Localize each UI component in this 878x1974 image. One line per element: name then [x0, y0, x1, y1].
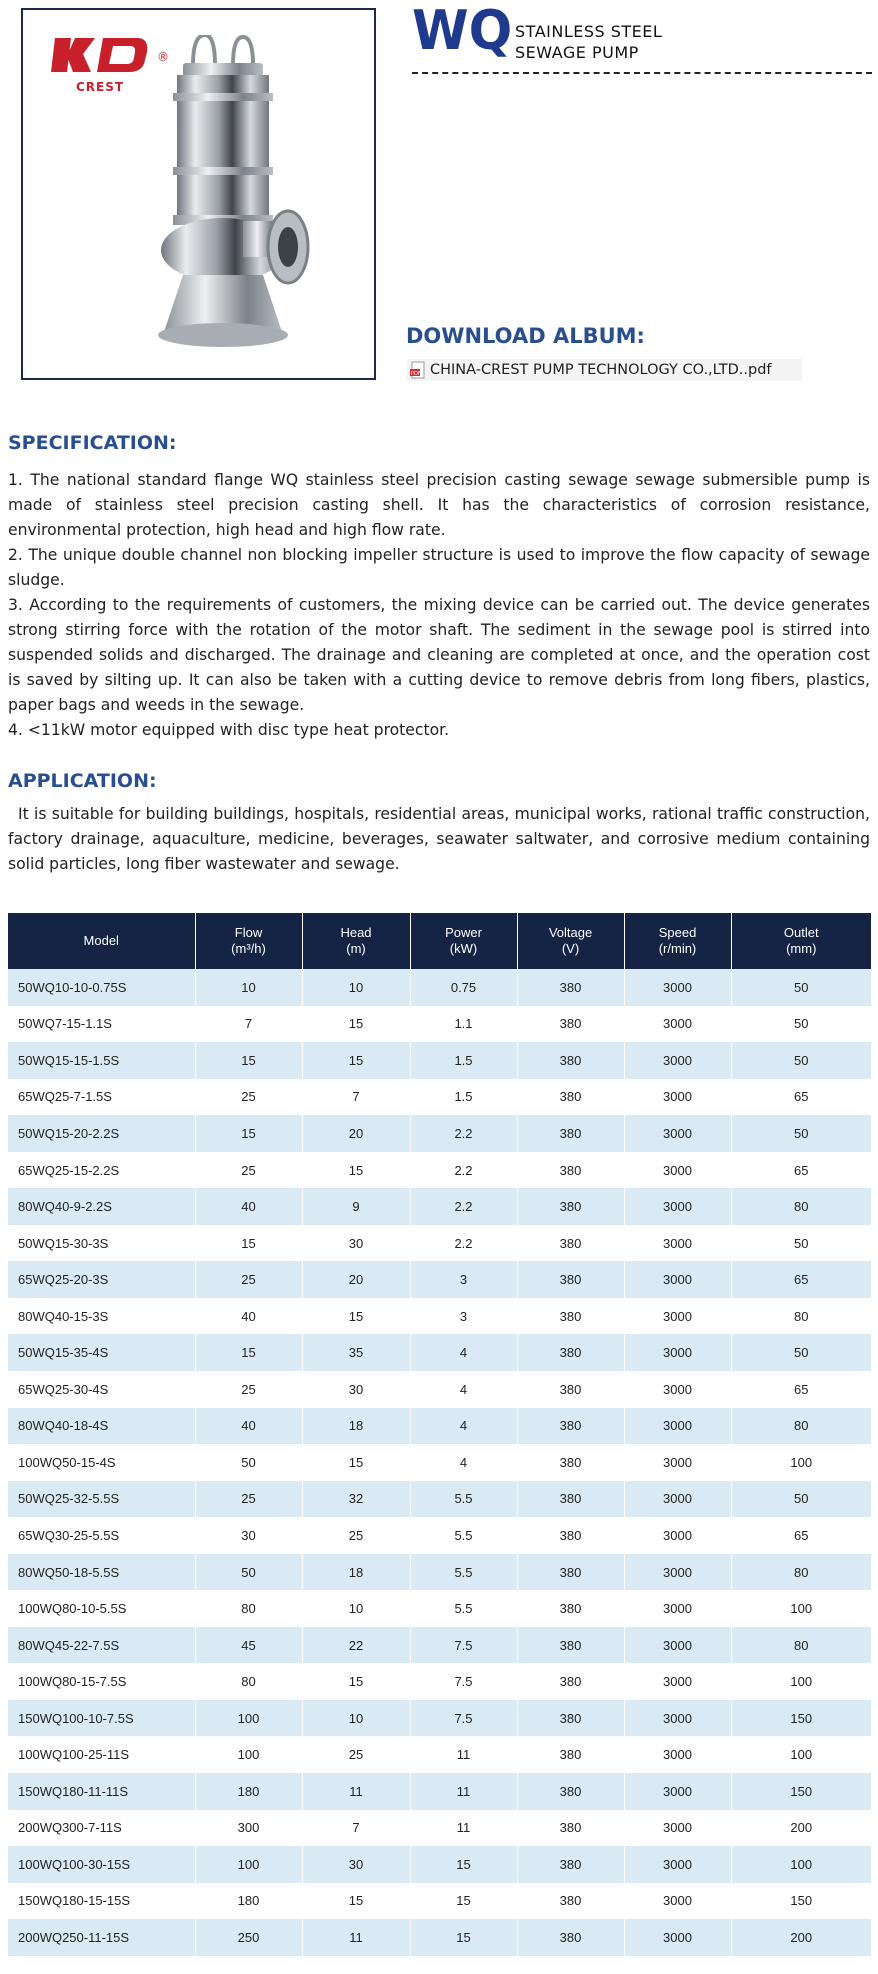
table-header-row: [8, 913, 871, 969]
table-cell-model: 80WQ40-18-4S: [8, 1408, 195, 1445]
table-cell-flow: 250: [195, 1919, 302, 1956]
table-cell-outlet: 65: [731, 1079, 871, 1116]
table-cell-speed: 3000: [624, 1225, 731, 1262]
table-cell-power: 11: [410, 1773, 517, 1810]
table-cell-outlet: 80: [731, 1408, 871, 1445]
table-cell-speed: 3000: [624, 1481, 731, 1518]
table-cell-power: 5.5: [410, 1590, 517, 1627]
logo-text: CREST: [75, 80, 125, 94]
table-row: [8, 1590, 871, 1627]
table-cell-outlet: 150: [731, 1773, 871, 1810]
table-cell-speed: 3000: [624, 1919, 731, 1956]
table-cell-head: 35: [302, 1334, 410, 1371]
table-cell-speed: 3000: [624, 1115, 731, 1152]
table-cell-speed: 3000: [624, 1079, 731, 1116]
table-cell-voltage: 380: [517, 1115, 624, 1152]
table-cell-voltage: 380: [517, 1590, 624, 1627]
crest-logo: [45, 32, 169, 112]
table-cell-outlet: 65: [731, 1261, 871, 1298]
table-cell-head: 11: [302, 1773, 410, 1810]
table-row: [8, 1371, 871, 1408]
column-header-outlet: [731, 913, 871, 969]
table-cell-head: 11: [302, 1919, 410, 1956]
pdf-file-icon: [409, 361, 427, 379]
column-header-flow: [195, 913, 302, 969]
table-cell-power: 1.5: [410, 1042, 517, 1079]
table-cell-flow: 25: [195, 1079, 302, 1116]
product-subtitle-line2: SEWAGE PUMP: [515, 43, 639, 62]
table-cell-power: 1.5: [410, 1079, 517, 1116]
table-cell-model: 100WQ80-15-7.5S: [8, 1663, 195, 1700]
table-cell-model: 80WQ45-22-7.5S: [8, 1627, 195, 1664]
table-cell-power: 4: [410, 1334, 517, 1371]
table-cell-head: 20: [302, 1115, 410, 1152]
table-cell-voltage: 380: [517, 1663, 624, 1700]
table-cell-speed: 3000: [624, 1554, 731, 1591]
table-cell-head: 15: [302, 1298, 410, 1335]
column-header-unit: (mm): [786, 941, 817, 956]
table-cell-head: 15: [302, 1663, 410, 1700]
table-cell-power: 5.5: [410, 1517, 517, 1554]
table-cell-flow: 45: [195, 1627, 302, 1664]
table-cell-outlet: 50: [731, 1481, 871, 1518]
registered-mark: ®: [157, 50, 169, 64]
table-cell-outlet: 50: [731, 1225, 871, 1262]
application-paragraph: It is suitable for building buildings, hospitals, residential areas, municipal works, rational traffic construction, factory drainage, aquaculture, medicine, beverages, seawater saltwater, and corrosive medium containing solid particles, long fiber wastewater and sewage.: [8, 805, 870, 873]
table-cell-flow: 100: [195, 1846, 302, 1883]
table-cell-head: 30: [302, 1371, 410, 1408]
table-cell-model: 50WQ15-15-1.5S: [8, 1042, 195, 1079]
table-cell-power: 5.5: [410, 1554, 517, 1591]
table-cell-flow: 40: [195, 1188, 302, 1225]
table-cell-head: 18: [302, 1554, 410, 1591]
table-cell-model: 50WQ15-35-4S: [8, 1334, 195, 1371]
table-cell-speed: 3000: [624, 1371, 731, 1408]
spec-paragraph-3: 3. According to the requirements of customers, the mixing device can be carried out. The device generates strong stirring force with the rotation of the motor shaft. The sediment in the sewage pool is stirred into suspended solids and discharged. The drainage and cleaning are completed at once, and the operation cost is saved by silting up. It can also be taken with a cutting device to remove debris from long fibers, plastics, paper bags and weeds in the sewage.: [8, 596, 870, 714]
table-cell-flow: 180: [195, 1883, 302, 1920]
table-cell-outlet: 150: [731, 1700, 871, 1737]
table-cell-speed: 3000: [624, 1773, 731, 1810]
table-cell-model: 200WQ300-7-11S: [8, 1810, 195, 1847]
table-cell-flow: 15: [195, 1042, 302, 1079]
table-cell-flow: 25: [195, 1152, 302, 1189]
table-body: [8, 969, 871, 1956]
table-cell-flow: 15: [195, 1115, 302, 1152]
table-cell-model: 100WQ50-15-4S: [8, 1444, 195, 1481]
table-row: [8, 1408, 871, 1445]
column-header-model: [8, 913, 195, 969]
table-cell-voltage: 380: [517, 1919, 624, 1956]
table-cell-voltage: 380: [517, 1773, 624, 1810]
column-header-unit: (m): [346, 941, 366, 956]
table-row: [8, 1079, 871, 1116]
table-cell-flow: 40: [195, 1298, 302, 1335]
table-cell-outlet: 50: [731, 1334, 871, 1371]
table-cell-model: 50WQ10-10-0.75S: [8, 969, 195, 1006]
svg-text:PDF: PDF: [411, 371, 421, 377]
table-cell-flow: 300: [195, 1810, 302, 1847]
table-cell-voltage: 380: [517, 1554, 624, 1591]
table-row: [8, 1773, 871, 1810]
table-cell-power: 11: [410, 1810, 517, 1847]
product-code-title: WQ: [412, 0, 513, 62]
table-cell-model: 100WQ80-10-5.5S: [8, 1590, 195, 1627]
table-cell-speed: 3000: [624, 1700, 731, 1737]
table-cell-head: 22: [302, 1627, 410, 1664]
table-cell-flow: 30: [195, 1517, 302, 1554]
table-cell-speed: 3000: [624, 1846, 731, 1883]
table-cell-speed: 3000: [624, 1261, 731, 1298]
table-row: [8, 1554, 871, 1591]
table-row: [8, 1517, 871, 1554]
table-cell-flow: 180: [195, 1773, 302, 1810]
table-cell-voltage: 380: [517, 1298, 624, 1335]
table-cell-voltage: 380: [517, 969, 624, 1006]
table-cell-voltage: 380: [517, 1042, 624, 1079]
table-cell-voltage: 380: [517, 1627, 624, 1664]
table-cell-model: 150WQ180-11-11S: [8, 1773, 195, 1810]
table-cell-speed: 3000: [624, 1444, 731, 1481]
table-cell-head: 20: [302, 1261, 410, 1298]
column-header-label: Voltage: [548, 925, 593, 940]
table-cell-head: 25: [302, 1517, 410, 1554]
table-row: [8, 1663, 871, 1700]
table-cell-outlet: 80: [731, 1188, 871, 1225]
table-cell-head: 10: [302, 1590, 410, 1627]
table-cell-speed: 3000: [624, 1736, 731, 1773]
table-cell-head: 7: [302, 1810, 410, 1847]
table-cell-voltage: 380: [517, 1408, 624, 1445]
table-cell-voltage: 380: [517, 1261, 624, 1298]
table-cell-flow: 80: [195, 1663, 302, 1700]
spec-paragraph-1: 1. The national standard flange WQ stainless steel precision casting sewage sewage submersible pump is made of stainless steel precision casting shell. It has the characteristics of corrosion resistance, environmental protection, high head and high flow rate.: [8, 471, 870, 539]
table-cell-power: 11: [410, 1736, 517, 1773]
table-cell-head: 7: [302, 1079, 410, 1116]
table-cell-speed: 3000: [624, 1517, 731, 1554]
table-cell-outlet: 100: [731, 1590, 871, 1627]
table-cell-outlet: 100: [731, 1736, 871, 1773]
table-cell-flow: 7: [195, 1006, 302, 1043]
table-cell-power: 4: [410, 1444, 517, 1481]
table-cell-outlet: 65: [731, 1517, 871, 1554]
table-row: [8, 1481, 871, 1518]
table-cell-model: 150WQ100-10-7.5S: [8, 1700, 195, 1737]
table-cell-power: 3: [410, 1298, 517, 1335]
table-cell-outlet: 65: [731, 1152, 871, 1189]
column-header-label: Model: [83, 933, 119, 948]
table-cell-flow: 50: [195, 1554, 302, 1591]
table-cell-power: 7.5: [410, 1700, 517, 1737]
table-cell-power: 3: [410, 1261, 517, 1298]
table-cell-outlet: 80: [731, 1298, 871, 1335]
table-cell-speed: 3000: [624, 1663, 731, 1700]
table-cell-voltage: 380: [517, 1371, 624, 1408]
table-cell-power: 15: [410, 1919, 517, 1956]
table-cell-speed: 3000: [624, 1188, 731, 1225]
table-cell-model: 65WQ30-25-5.5S: [8, 1517, 195, 1554]
table-cell-head: 30: [302, 1225, 410, 1262]
table-cell-outlet: 80: [731, 1627, 871, 1664]
table-cell-model: 50WQ15-20-2.2S: [8, 1115, 195, 1152]
table-cell-outlet: 50: [731, 1115, 871, 1152]
table-row: [8, 1846, 871, 1883]
table-cell-voltage: 380: [517, 1188, 624, 1225]
column-header-speed: [624, 913, 731, 969]
table-row: [8, 1627, 871, 1664]
table-cell-flow: 80: [195, 1590, 302, 1627]
table-cell-flow: 100: [195, 1700, 302, 1737]
table-row: [8, 1700, 871, 1737]
table-cell-head: 15: [302, 1152, 410, 1189]
pump-spec-table: [8, 913, 871, 1956]
table-cell-head: 15: [302, 1444, 410, 1481]
table-cell-outlet: 50: [731, 1006, 871, 1043]
table-cell-power: 15: [410, 1846, 517, 1883]
table-cell-voltage: 380: [517, 1481, 624, 1518]
table-cell-speed: 3000: [624, 1408, 731, 1445]
table-cell-head: 15: [302, 1006, 410, 1043]
table-cell-outlet: 150: [731, 1883, 871, 1920]
column-header-unit: (r/min): [658, 941, 697, 956]
specification-title: SPECIFICATION:: [8, 432, 177, 454]
column-header-label: Power: [445, 925, 482, 940]
table-row: [8, 1261, 871, 1298]
product-image-panel: [21, 8, 376, 380]
column-header-label: Head: [340, 925, 372, 940]
table-cell-voltage: 380: [517, 1152, 624, 1189]
table-cell-outlet: 50: [731, 1042, 871, 1079]
crest-logo-icon: [45, 32, 155, 82]
table-cell-flow: 100: [195, 1736, 302, 1773]
column-header-unit: (kW): [449, 941, 478, 956]
table-cell-power: 4: [410, 1371, 517, 1408]
specification-text: [8, 468, 870, 743]
table-row: [8, 1006, 871, 1043]
column-header-label: Speed: [658, 925, 697, 940]
table-cell-model: 50WQ7-15-1.1S: [8, 1006, 195, 1043]
table-row: [8, 1225, 871, 1262]
column-header-label: Outlet: [783, 925, 819, 940]
spec-paragraph-4: 4. <11kW motor equipped with disc type heat protector.: [8, 721, 450, 739]
table-cell-flow: 50: [195, 1444, 302, 1481]
table-cell-model: 65WQ25-7-1.5S: [8, 1079, 195, 1116]
table-cell-outlet: 100: [731, 1444, 871, 1481]
table-cell-flow: 15: [195, 1334, 302, 1371]
table-row: [8, 1810, 871, 1847]
table-cell-model: 50WQ15-30-3S: [8, 1225, 195, 1262]
column-header-unit: (m³/h): [231, 941, 266, 956]
download-album-title: DOWNLOAD ALBUM:: [406, 324, 645, 348]
table-cell-voltage: 380: [517, 1225, 624, 1262]
table-cell-model: 65WQ25-15-2.2S: [8, 1152, 195, 1189]
table-cell-power: 4: [410, 1408, 517, 1445]
table-cell-model: 100WQ100-25-11S: [8, 1736, 195, 1773]
table-cell-speed: 3000: [624, 969, 731, 1006]
table-row: [8, 1298, 871, 1335]
table-cell-outlet: 65: [731, 1371, 871, 1408]
table-cell-power: 7.5: [410, 1627, 517, 1664]
spec-paragraph-2: 2. The unique double channel non blocking impeller structure is used to improve the flow capacity of sewage sludge.: [8, 546, 870, 589]
table-cell-voltage: 380: [517, 1517, 624, 1554]
table-cell-voltage: 380: [517, 1444, 624, 1481]
table-cell-voltage: 380: [517, 1810, 624, 1847]
table-cell-speed: 3000: [624, 1590, 731, 1627]
table-cell-model: 65WQ25-30-4S: [8, 1371, 195, 1408]
table-cell-power: 1.1: [410, 1006, 517, 1043]
table-cell-voltage: 380: [517, 1883, 624, 1920]
table-cell-head: 15: [302, 1883, 410, 1920]
table-row: [8, 1042, 871, 1079]
table-cell-voltage: 380: [517, 1736, 624, 1773]
column-header-power: [410, 913, 517, 969]
column-header-label: Flow: [234, 925, 263, 940]
header-divider: [412, 72, 872, 74]
table-cell-flow: 40: [195, 1408, 302, 1445]
column-header-head: [302, 913, 410, 969]
application-title: APPLICATION:: [8, 770, 157, 792]
table-cell-speed: 3000: [624, 1042, 731, 1079]
table-cell-power: 2.2: [410, 1188, 517, 1225]
table-cell-speed: 3000: [624, 1883, 731, 1920]
table-cell-model: 80WQ50-18-5.5S: [8, 1554, 195, 1591]
table-cell-voltage: 380: [517, 1700, 624, 1737]
table-cell-head: 30: [302, 1846, 410, 1883]
table-cell-power: 2.2: [410, 1225, 517, 1262]
table-row: [8, 1883, 871, 1920]
table-cell-model: 150WQ180-15-15S: [8, 1883, 195, 1920]
table-cell-model: 100WQ100-30-15S: [8, 1846, 195, 1883]
table-cell-power: 2.2: [410, 1115, 517, 1152]
table-row: [8, 1188, 871, 1225]
table-cell-model: 50WQ25-32-5.5S: [8, 1481, 195, 1518]
table-row: [8, 1115, 871, 1152]
table-cell-power: 2.2: [410, 1152, 517, 1189]
product-subtitle-line1: STAINLESS STEEL: [515, 22, 663, 41]
table-cell-model: 65WQ25-20-3S: [8, 1261, 195, 1298]
table-cell-speed: 3000: [624, 1298, 731, 1335]
table-cell-head: 9: [302, 1188, 410, 1225]
table-cell-speed: 3000: [624, 1006, 731, 1043]
table-cell-flow: 25: [195, 1371, 302, 1408]
table-cell-model: 80WQ40-9-2.2S: [8, 1188, 195, 1225]
pdf-file-name: CHINA-CREST PUMP TECHNOLOGY CO.,LTD..pdf: [430, 362, 772, 378]
table-cell-outlet: 80: [731, 1554, 871, 1591]
table-cell-speed: 3000: [624, 1627, 731, 1664]
pdf-download-link[interactable]: [407, 359, 802, 381]
table-cell-flow: 10: [195, 969, 302, 1006]
table-cell-power: 7.5: [410, 1663, 517, 1700]
table-cell-head: 25: [302, 1736, 410, 1773]
table-cell-head: 15: [302, 1042, 410, 1079]
table-cell-power: 0.75: [410, 969, 517, 1006]
table-cell-head: 18: [302, 1408, 410, 1445]
table-cell-outlet: 100: [731, 1846, 871, 1883]
table-row: [8, 969, 871, 1006]
table-row: [8, 1736, 871, 1773]
column-header-unit: (V): [561, 941, 580, 956]
table-cell-flow: 25: [195, 1261, 302, 1298]
table-cell-flow: 25: [195, 1481, 302, 1518]
table-cell-outlet: 200: [731, 1810, 871, 1847]
pump-image: [143, 35, 313, 355]
table-row: [8, 1919, 871, 1956]
table-row: [8, 1444, 871, 1481]
table-cell-voltage: 380: [517, 1079, 624, 1116]
table-cell-head: 32: [302, 1481, 410, 1518]
table-cell-flow: 15: [195, 1225, 302, 1262]
table-row: [8, 1152, 871, 1189]
table-cell-outlet: 100: [731, 1663, 871, 1700]
table-cell-power: 15: [410, 1883, 517, 1920]
table-cell-outlet: 50: [731, 969, 871, 1006]
table-cell-voltage: 380: [517, 1006, 624, 1043]
table-cell-model: 200WQ250-11-15S: [8, 1919, 195, 1956]
application-text: [8, 802, 870, 877]
table-cell-head: 10: [302, 1700, 410, 1737]
table-row: [8, 1334, 871, 1371]
column-header-voltage: [517, 913, 624, 969]
table-cell-speed: 3000: [624, 1152, 731, 1189]
table-cell-head: 10: [302, 969, 410, 1006]
table-cell-voltage: 380: [517, 1846, 624, 1883]
table-cell-speed: 3000: [624, 1810, 731, 1847]
table-cell-voltage: 380: [517, 1334, 624, 1371]
table-cell-power: 5.5: [410, 1481, 517, 1518]
table-cell-outlet: 200: [731, 1919, 871, 1956]
table-cell-speed: 3000: [624, 1334, 731, 1371]
table-cell-model: 80WQ40-15-3S: [8, 1298, 195, 1335]
